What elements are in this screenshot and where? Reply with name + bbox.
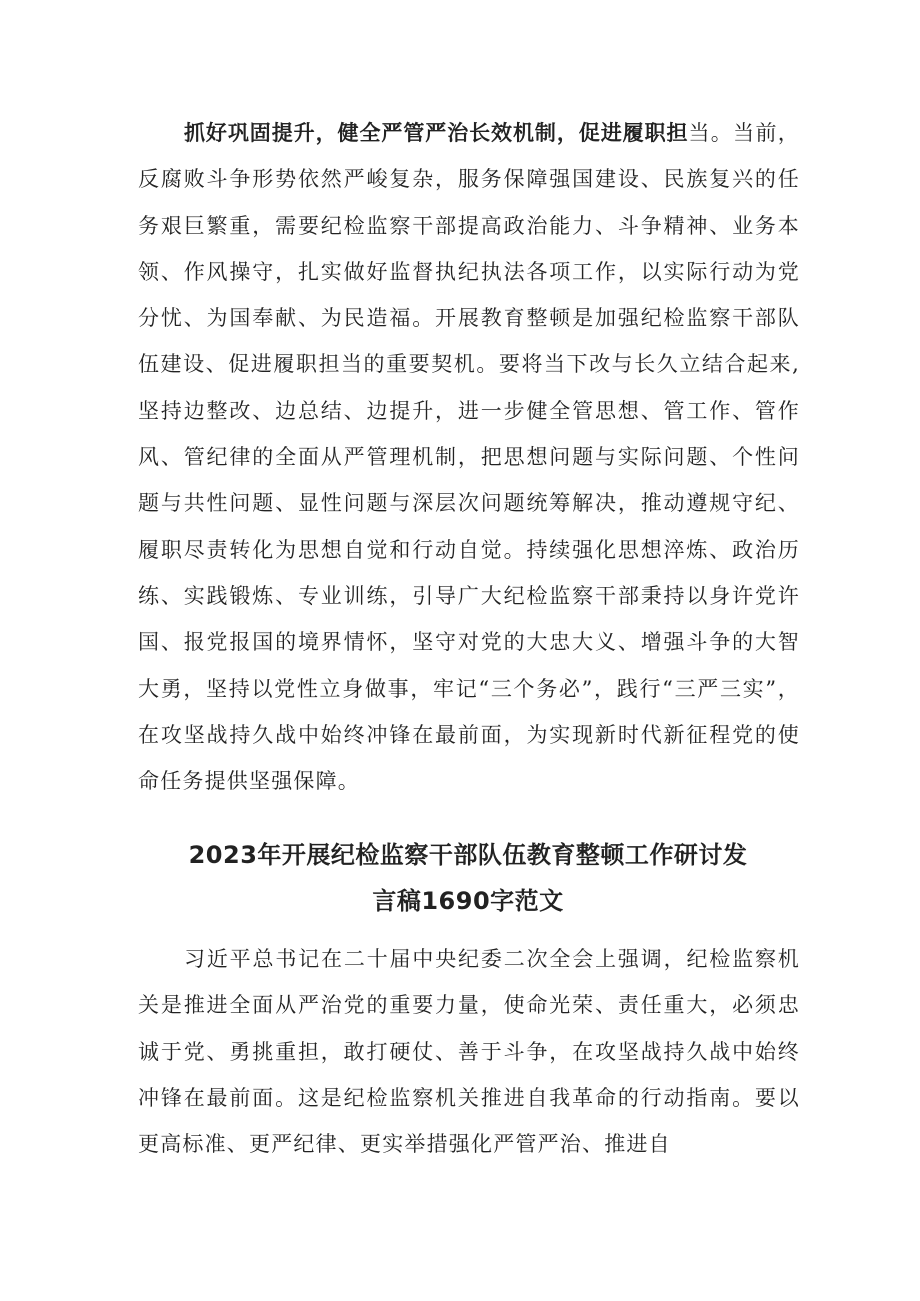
title-line-1: 2023年开展纪检监察干部队伍教育整顿工作研讨发 xyxy=(188,841,748,869)
paragraph-1-lead: 抓好巩固提升，健全严管严治长效机制，促进履职担 xyxy=(184,121,689,145)
paragraph-2-body: 习近平总书记在二十届中央纪委二次全会上强调，纪检监察机关是推进全面从严治党的重要力量，使命光荣、责任重大，必须忠诚于党、勇挑重担，敢打硬仗、善于斗争，在攻坚战持久战中始终冲锋在最前面。这是纪检监察机关推进自我革命的行动指南。要以更高标准、更严纪律、更实举措强化严管严治、推进自 xyxy=(138,947,800,1157)
paragraph-2 xyxy=(138,936,800,1167)
title-line-2: 言稿1690字范文 xyxy=(372,887,564,915)
paragraph-1 xyxy=(138,110,800,804)
document-title xyxy=(118,832,818,924)
paragraph-1-body: 当。当前，反腐败斗争形势依然严峻复杂，服务保障强国建设、民族复兴的任务艰巨繁重，需要纪检监察干部提高政治能力、斗争精神、业务本领、作风操守，扎实做好监督执纪执法各项工作，以实际行动为党分忧、为国奉献、为民造福。开展教育整顿是加强纪检监察干部队伍建设、促进履职担当的重要契机。要将当下改与长久立结合起来,坚持边整改、边总结、边提升，进一步健全管思想、管工作、管作风、管纪律的全面从严管理机制，把思想问题与实际问题、个性问题与共性问题、显性问题与深层次问题统筹解决，推动遵规守纪、履职尽责转化为思想自觉和行动自觉。持续强化思想淬炼、政治历练、实践锻炼、专业训练，引导广大纪检监察干部秉持以身许党许国、报党报国的境界情怀，坚守对党的大忠大义、增强斗争的大智大勇，坚持以党性立身做事，牢记“三个务必”，践行“三严三实”，在攻坚战持久战中始终冲锋在最前面，为实现新时代新征程党的使命任务提供坚强保障。 xyxy=(138,121,801,794)
